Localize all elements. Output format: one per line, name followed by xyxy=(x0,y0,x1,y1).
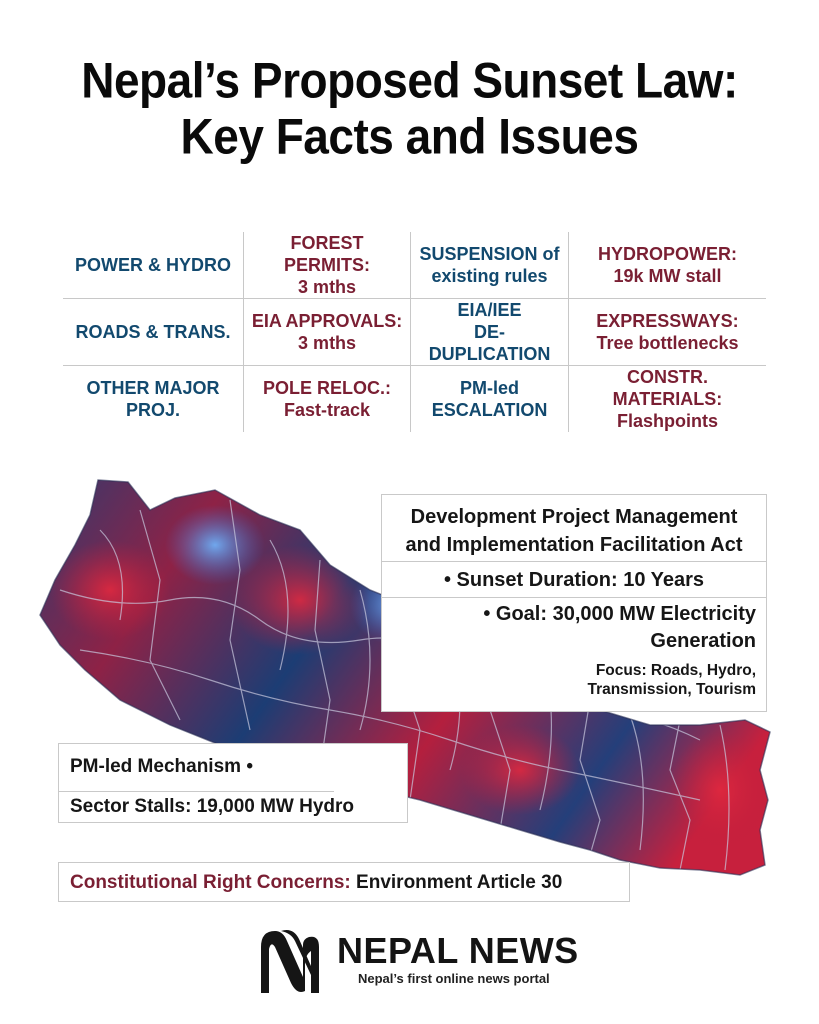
act-info-box xyxy=(381,494,767,712)
sector-stalls-text: Sector Stalls: 19,000 MW Hydro xyxy=(70,796,355,817)
grid-row xyxy=(63,232,766,299)
focus-areas: Focus: Roads, Hydro, Transmission, Tourism xyxy=(587,662,756,698)
divider xyxy=(382,597,766,598)
constitutional-concerns-box xyxy=(58,862,630,902)
grid-cell: HYDROPOWER: 19k MW stall xyxy=(568,232,766,299)
sunset-duration: • Sunset Duration: 10 Years xyxy=(443,569,705,591)
grid-cell: FOREST PERMITS: 3 mths xyxy=(244,232,411,299)
grid-sector-cell: POWER & HYDRO xyxy=(63,232,244,299)
logo-tagline: Nepal’s first online news portal xyxy=(358,971,550,986)
grid-cell: CONSTR. MATERIALS: Flashpoints xyxy=(568,366,766,433)
grid-cell: POLE RELOC.: Fast-track xyxy=(244,366,411,433)
grid-sector-cell: ROADS & TRANS. xyxy=(63,299,244,366)
grid-cell: SUSPENSION of existing rules xyxy=(411,232,569,299)
act-title: Development Project Management and Implementation Facilitation Act xyxy=(405,506,743,556)
pm-mechanism-box xyxy=(58,743,408,823)
grid-cell: EXPRESSWAYS: Tree bottlenecks xyxy=(568,299,766,366)
grid-cell: EIA APPROVALS: 3 mths xyxy=(244,299,411,366)
facts-grid xyxy=(63,232,766,432)
nepal-news-logo-icon xyxy=(253,925,325,997)
divider xyxy=(382,561,766,562)
pm-mechanism-text: PM-led Mechanism • xyxy=(70,756,253,777)
divider xyxy=(59,791,334,792)
title-line-1: Nepal’s Proposed Sunset Law: xyxy=(81,51,738,109)
grid-cell: PM-led ESCALATION xyxy=(411,366,569,433)
page-title xyxy=(0,52,819,164)
constitutional-concerns-label: Constitutional Right Concerns: xyxy=(70,872,351,893)
grid-cell: EIA/IEE DE-DUPLICATION xyxy=(411,299,569,366)
electricity-goal: • Goal: 30,000 MW Electricity Generation xyxy=(483,603,756,652)
constitutional-concerns-text xyxy=(70,870,562,896)
title-line-2: Key Facts and Issues xyxy=(180,107,639,165)
grid-row xyxy=(63,366,766,433)
grid-sector-cell: OTHER MAJOR PROJ. xyxy=(86,378,220,420)
constitutional-concerns-detail: Environment Article 30 xyxy=(350,872,563,893)
nepal-news-logo xyxy=(253,925,583,1005)
logo-name: NEPAL NEWS xyxy=(337,930,579,971)
grid-row xyxy=(63,299,766,366)
